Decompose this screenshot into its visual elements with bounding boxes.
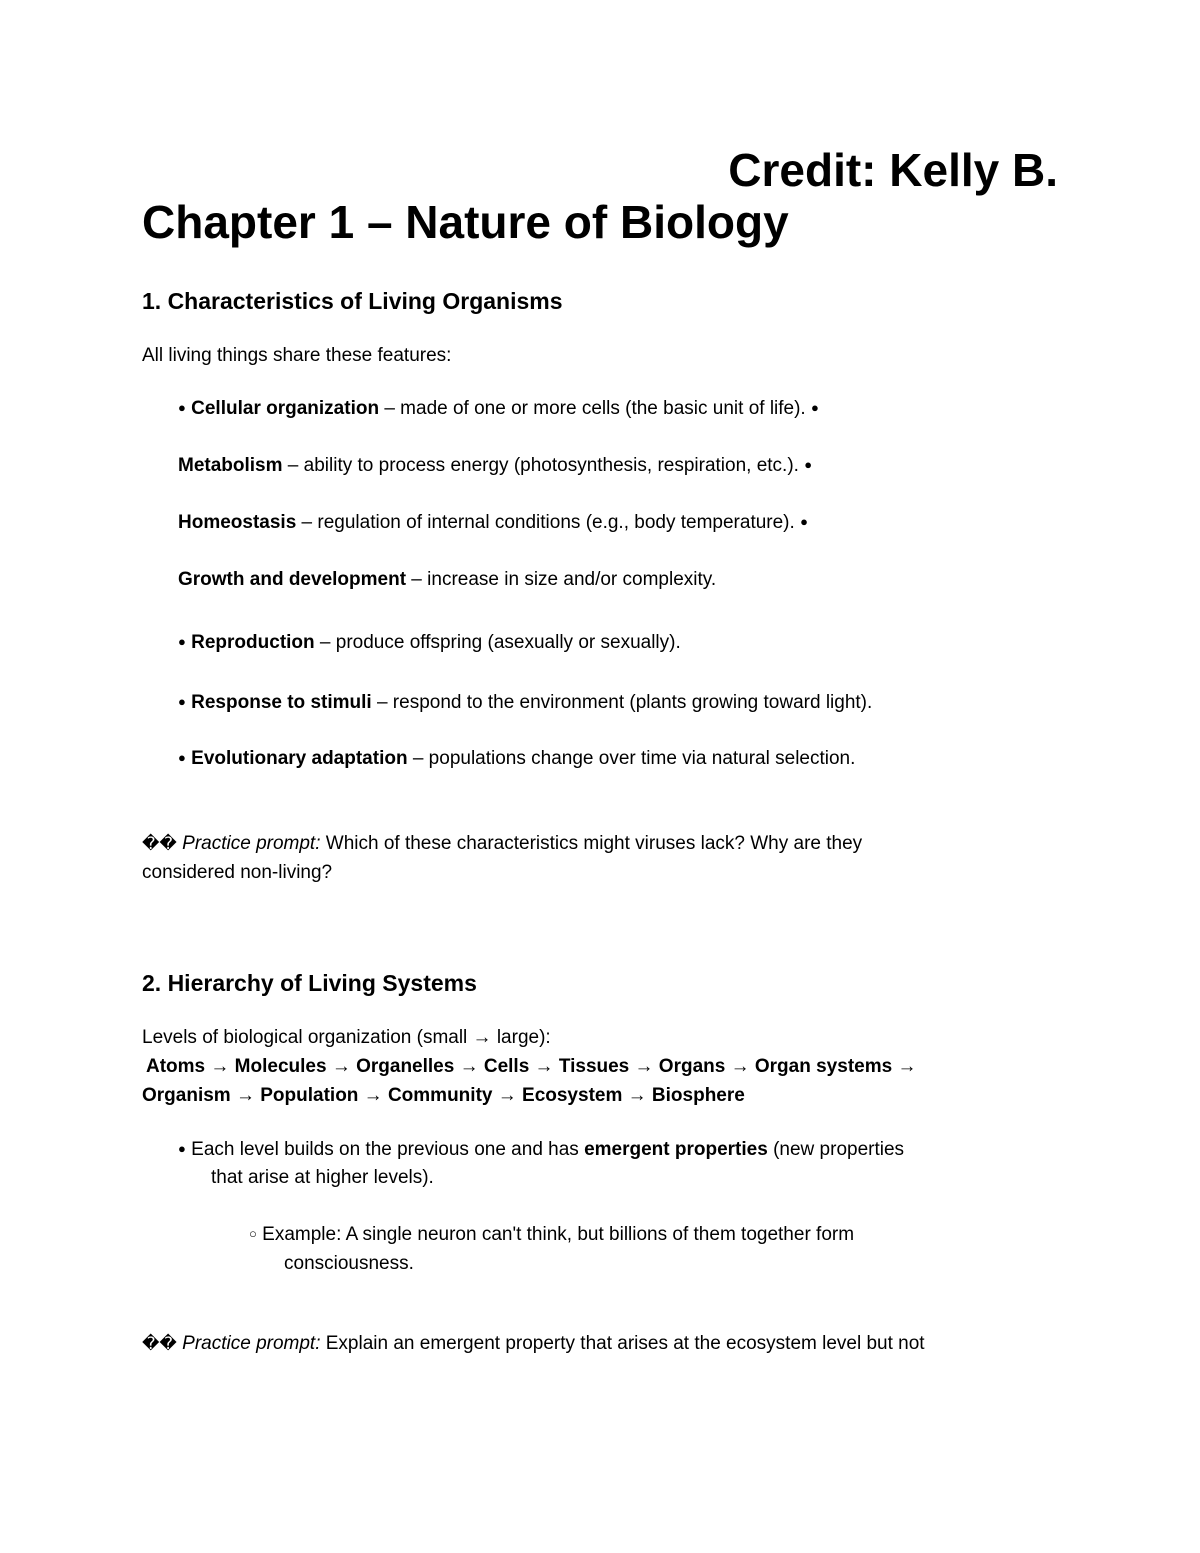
- description: – increase in size and/or complexity.: [406, 569, 717, 590]
- prompt-marker-icon: ��: [142, 834, 177, 853]
- term: Evolutionary adaptation: [191, 748, 408, 769]
- subpoint-text: Example: A single neuron can't think, but billions of them together form: [262, 1224, 855, 1245]
- emphasis: emergent properties: [584, 1139, 768, 1160]
- bullet-icon: ●: [811, 400, 819, 415]
- prompt-text-continued: considered non-living?: [142, 862, 333, 883]
- prompt-marker-icon: ��: [142, 1334, 177, 1353]
- list-item: [178, 508, 808, 537]
- practice-prompt: [142, 1330, 925, 1358]
- description: – regulation of internal conditions (e.g., body temperature).: [296, 512, 801, 533]
- bullet-icon: ●: [178, 750, 186, 765]
- term: Response to stimuli: [191, 692, 372, 713]
- list-item: [178, 451, 812, 480]
- bullet-icon: ●: [178, 634, 186, 649]
- bullet-icon: ●: [178, 1141, 186, 1156]
- list-item: [178, 688, 872, 717]
- list-item: [178, 1135, 904, 1164]
- section2-intro: Levels of biological organization (small → large):: [142, 1027, 551, 1048]
- section1-heading: 1. Characteristics of Living Organisms: [142, 288, 563, 314]
- point-text: Each level builds on the previous one and has: [191, 1139, 585, 1160]
- term: Cellular organization: [191, 398, 380, 419]
- page-title: Chapter 1 – Nature of Biology: [142, 196, 789, 248]
- levels-line: Organism → Population → Community → Ecosystem → Biosphere: [142, 1085, 745, 1106]
- list-item: [178, 394, 819, 423]
- subpoint-text-continued: consciousness.: [284, 1253, 414, 1274]
- circle-bullet-icon: ○: [249, 1226, 257, 1241]
- prompt-label: Practice prompt:: [182, 1333, 321, 1354]
- bullet-icon: ●: [804, 457, 813, 472]
- prompt-text: Explain an emergent property that arises at the ecosystem level but not: [320, 1333, 925, 1354]
- sub-list-item: [249, 1220, 854, 1249]
- levels-line: Atoms → Molecules → Organelles → Cells → Tissues → Organs → Organ systems →: [146, 1056, 917, 1077]
- description: – respond to the environment (plants growing toward light).: [371, 692, 873, 713]
- term: Growth and development: [178, 569, 407, 590]
- list-item: [178, 744, 855, 773]
- list-item: [178, 566, 716, 594]
- bullet-icon: ●: [800, 514, 808, 529]
- description: – populations change over time via natural selection.: [407, 748, 856, 769]
- section2-heading: 2. Hierarchy of Living Systems: [142, 970, 477, 996]
- prompt-text: Which of these characteristics might viruses lack? Why are they: [320, 833, 863, 854]
- term: Homeostasis: [178, 512, 297, 533]
- practice-prompt: [142, 830, 862, 858]
- bullet-icon: ●: [178, 694, 186, 709]
- point-text: (new properties: [767, 1139, 905, 1160]
- point-text-continued: that arise at higher levels).: [211, 1167, 434, 1188]
- description: – ability to process energy (photosynthesis, respiration, etc.).: [282, 455, 805, 476]
- credit-line: Credit: Kelly B.: [728, 144, 1058, 196]
- description: – made of one or more cells (the basic unit of life).: [379, 398, 811, 419]
- term: Metabolism: [178, 455, 283, 476]
- description: – produce offspring (asexually or sexually).: [314, 632, 681, 653]
- prompt-label: Practice prompt:: [182, 833, 321, 854]
- section1-intro: All living things share these features:: [142, 345, 452, 366]
- list-item: [178, 628, 681, 657]
- bullet-icon: ●: [178, 400, 186, 415]
- term: Reproduction: [191, 632, 315, 653]
